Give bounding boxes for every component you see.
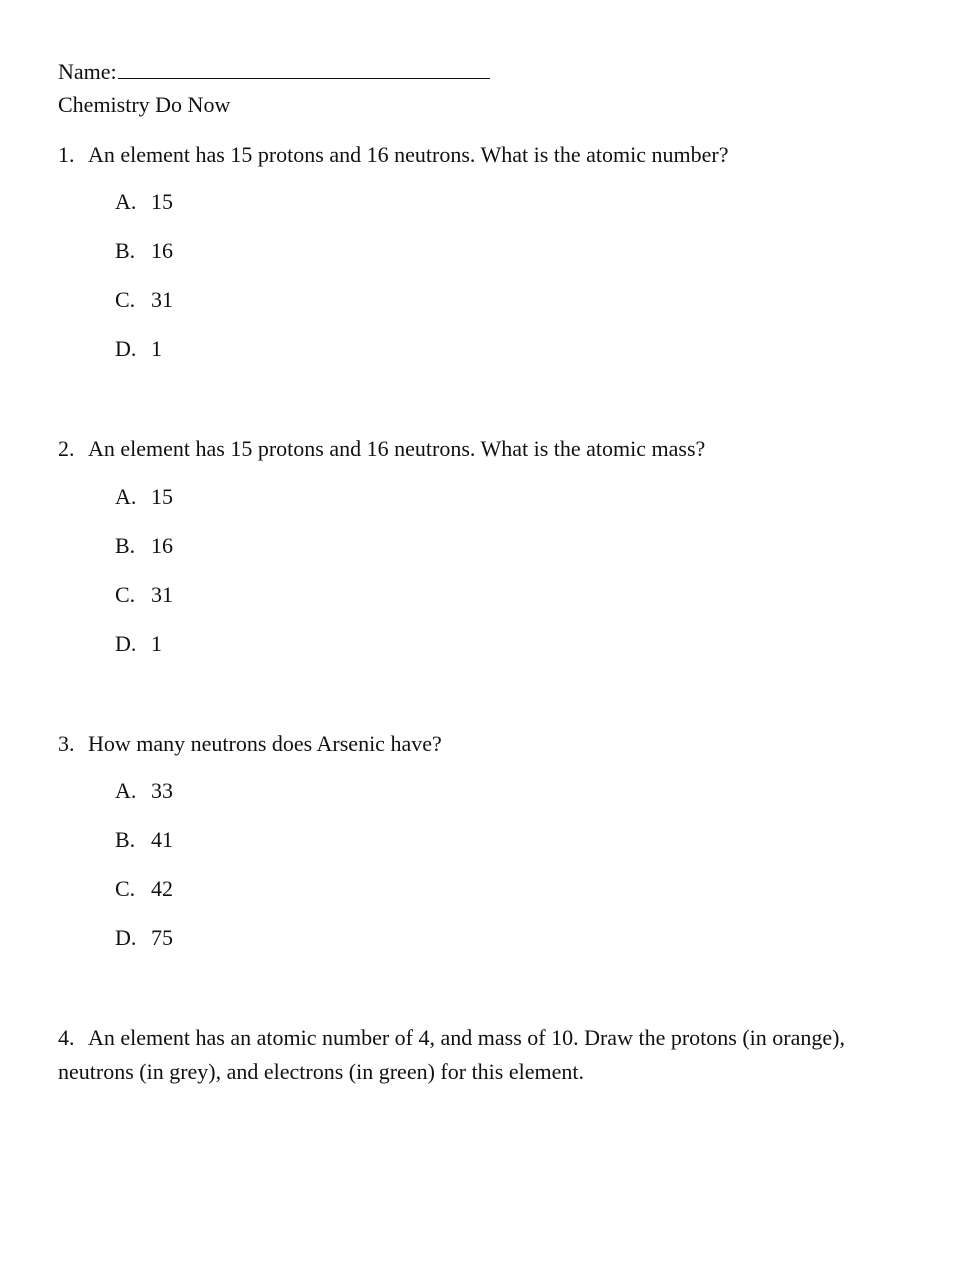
option-c [115,286,173,335]
option-d [115,335,173,384]
option-a [115,188,173,237]
option-d [115,924,173,973]
question-text: An element has 15 protons and 16 neutrons. What is the atomic number? [88,142,729,167]
option-d [115,630,173,679]
question-number: 2. [58,436,75,461]
option-letter: C. [115,582,136,607]
worksheet-title: Chemistry Do Now [58,92,231,117]
option-value: 42 [151,876,173,901]
question-3 [58,727,918,761]
option-letter: A. [115,189,137,214]
question-4 [58,1021,918,1089]
option-letter: A. [115,778,137,803]
option-value: 41 [151,827,173,852]
option-letter: A. [115,484,137,509]
option-letter: D. [115,925,137,950]
question-number: 3. [58,731,75,756]
option-value: 75 [151,925,173,950]
option-value: 31 [151,582,173,607]
option-value: 16 [151,238,173,263]
option-letter: B. [115,533,136,558]
option-a [115,777,173,826]
option-value: 15 [151,484,173,509]
option-b [115,826,173,875]
question-text: An element has 15 protons and 16 neutrons. What is the atomic mass? [88,436,706,461]
question-1 [58,138,918,172]
name-blank-line [118,58,490,79]
option-value: 15 [151,189,173,214]
name-label: Name: [58,59,117,84]
question-2 [58,432,918,466]
option-letter: D. [115,336,137,361]
option-value: 1 [151,336,162,361]
option-value: 1 [151,631,162,656]
option-c [115,581,173,630]
name-field-row [58,58,490,86]
option-letter: C. [115,876,136,901]
option-letter: B. [115,827,136,852]
question-3-options [115,777,173,973]
option-value: 31 [151,287,173,312]
question-1-options [115,188,173,384]
option-value: 16 [151,533,173,558]
option-b [115,237,173,286]
question-2-options [115,483,173,679]
question-text: How many neutrons does Arsenic have? [88,731,442,756]
option-a [115,483,173,532]
option-b [115,532,173,581]
question-number: 1. [58,142,75,167]
question-number: 4. [58,1025,75,1050]
option-c [115,875,173,924]
question-text: An element has an atomic number of 4, and mass of 10. Draw the protons (in orange), neutrons (in grey), and electrons (in green) for this element. [58,1025,845,1084]
option-value: 33 [151,778,173,803]
option-letter: D. [115,631,137,656]
option-letter: C. [115,287,136,312]
option-letter: B. [115,238,136,263]
